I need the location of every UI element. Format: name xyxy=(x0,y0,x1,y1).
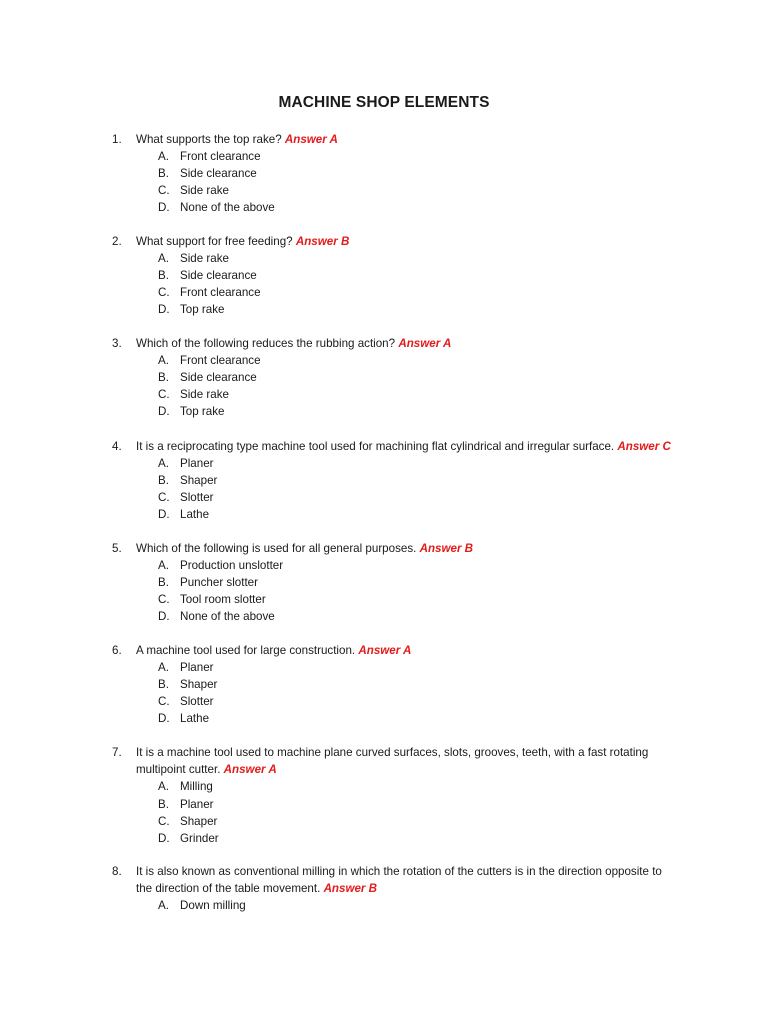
question-text: Which of the following reduces the rubbing action? xyxy=(136,337,396,350)
option-c xyxy=(158,489,672,506)
question-4 xyxy=(112,438,672,524)
option-text: Front clearance xyxy=(180,354,261,368)
option-a xyxy=(158,148,672,165)
question-text: It is a reciprocating type machine tool used for machining flat cylindrical and irregular surface. xyxy=(136,440,615,453)
option-text: Shaper xyxy=(180,678,218,692)
option-c xyxy=(158,591,672,608)
option-c xyxy=(158,813,672,830)
option-d xyxy=(158,199,672,216)
option-text: Planer xyxy=(180,797,214,811)
option-b xyxy=(158,574,672,591)
option-text: Top rake xyxy=(180,303,225,317)
option-c xyxy=(158,693,672,710)
option-b xyxy=(158,165,672,182)
option-a xyxy=(158,352,672,369)
option-letter: D. xyxy=(158,405,170,419)
question-number: 1. xyxy=(112,133,122,146)
answer-key: Answer C xyxy=(617,440,671,453)
question-text: A machine tool used for large construction. xyxy=(136,644,356,657)
question-5 xyxy=(112,540,672,626)
option-text: Production unslotter xyxy=(180,559,284,573)
option-letter: B. xyxy=(158,269,169,283)
question-text: Which of the following is used for all general purposes. xyxy=(136,542,417,555)
answer-key: Answer A xyxy=(223,763,277,777)
options-list xyxy=(158,557,672,625)
option-letter: B. xyxy=(158,797,169,811)
question-text-block xyxy=(136,540,672,557)
option-text: Lathe xyxy=(180,712,210,726)
option-text: Shaper xyxy=(180,814,218,828)
option-b xyxy=(158,796,672,813)
option-letter: D. xyxy=(158,610,170,624)
option-c xyxy=(158,386,672,403)
option-text: Planer xyxy=(180,457,214,471)
answer-key: Answer A xyxy=(358,644,412,657)
question-7 xyxy=(112,744,672,847)
options-list xyxy=(158,352,672,420)
option-text: Top rake xyxy=(180,405,225,419)
option-text: None of the above xyxy=(180,201,275,215)
option-letter: D. xyxy=(158,831,170,845)
option-letter: B. xyxy=(158,371,169,385)
option-letter: D. xyxy=(158,303,170,317)
option-text: Side clearance xyxy=(180,371,257,385)
answer-key: Answer B xyxy=(323,882,378,896)
option-b xyxy=(158,267,672,284)
question-8 xyxy=(112,863,672,915)
option-text: Side clearance xyxy=(180,167,257,181)
option-d xyxy=(158,830,672,847)
option-letter: C. xyxy=(158,593,170,607)
option-c xyxy=(158,182,672,199)
options-list xyxy=(158,148,672,216)
question-text: It is also known as conventional milling in which the rotation of the cutters is in the direction opposite to the direction of the table movement. xyxy=(136,865,662,896)
option-text: Slotter xyxy=(180,491,214,505)
option-text: Shaper xyxy=(180,474,218,488)
question-text-block xyxy=(136,131,672,148)
options-list xyxy=(158,455,672,523)
option-b xyxy=(158,676,672,693)
option-a xyxy=(158,778,672,795)
option-text: Side rake xyxy=(180,388,229,402)
options-list xyxy=(158,250,672,318)
question-2 xyxy=(112,233,672,319)
option-letter: A. xyxy=(158,661,169,675)
answer-key: Answer B xyxy=(295,235,350,248)
question-text: It is a machine tool used to machine plane curved surfaces, slots, grooves, teeth, with a fast rotating multipoint cutter. xyxy=(136,746,649,777)
option-letter: A. xyxy=(158,899,169,913)
question-text-block xyxy=(136,642,672,659)
option-letter: B. xyxy=(158,167,169,181)
option-text: Slotter xyxy=(180,695,214,709)
question-number: 3. xyxy=(112,337,122,350)
option-a xyxy=(158,659,672,676)
question-number: 2. xyxy=(112,235,122,248)
option-text: Front clearance xyxy=(180,150,261,164)
option-letter: C. xyxy=(158,491,170,505)
answer-key: Answer B xyxy=(419,542,474,555)
option-d xyxy=(158,608,672,625)
option-letter: D. xyxy=(158,201,170,215)
question-text-block xyxy=(136,438,672,455)
question-text: What support for free feeding? xyxy=(136,235,293,248)
option-text: None of the above xyxy=(180,610,275,624)
question-text-block xyxy=(136,744,672,778)
option-a xyxy=(158,250,672,267)
option-letter: A. xyxy=(158,780,169,794)
option-d xyxy=(158,506,672,523)
options-list xyxy=(158,897,672,914)
option-letter: C. xyxy=(158,695,170,709)
question-number: 8. xyxy=(112,865,122,878)
question-3 xyxy=(112,335,672,421)
option-b xyxy=(158,369,672,386)
option-d xyxy=(158,301,672,318)
option-d xyxy=(158,710,672,727)
option-text: Lathe xyxy=(180,508,210,522)
option-letter: A. xyxy=(158,252,169,266)
answer-key: Answer A xyxy=(284,133,338,146)
option-letter: A. xyxy=(158,559,169,573)
option-text: Milling xyxy=(180,780,213,794)
option-letter: C. xyxy=(158,814,170,828)
option-c xyxy=(158,284,672,301)
option-text: Puncher slotter xyxy=(180,576,258,590)
question-text-block xyxy=(136,863,672,897)
option-text: Front clearance xyxy=(180,286,261,300)
option-letter: D. xyxy=(158,508,170,522)
option-letter: B. xyxy=(158,576,169,590)
option-letter: C. xyxy=(158,388,170,402)
option-text: Side clearance xyxy=(180,269,257,283)
option-d xyxy=(158,403,672,420)
option-letter: C. xyxy=(158,286,170,300)
answer-key: Answer A xyxy=(398,337,452,350)
option-text: Planer xyxy=(180,661,214,675)
question-number: 7. xyxy=(112,746,122,759)
option-b xyxy=(158,472,672,489)
question-number: 5. xyxy=(112,542,122,555)
option-letter: B. xyxy=(158,678,169,692)
question-6 xyxy=(112,642,672,728)
page-title: MACHINE SHOP ELEMENTS xyxy=(278,94,490,111)
option-text: Tool room slotter xyxy=(180,593,266,607)
options-list xyxy=(158,778,672,846)
option-text: Down milling xyxy=(180,899,246,913)
option-letter: A. xyxy=(158,150,169,164)
option-letter: A. xyxy=(158,457,169,471)
option-a xyxy=(158,455,672,472)
question-text-block xyxy=(136,233,672,250)
question-number: 6. xyxy=(112,644,122,657)
question-number: 4. xyxy=(112,440,122,453)
option-letter: B. xyxy=(158,474,169,488)
option-a xyxy=(158,557,672,574)
question-1 xyxy=(112,131,672,217)
option-letter: C. xyxy=(158,184,170,198)
option-text: Grinder xyxy=(180,831,219,845)
option-letter: A. xyxy=(158,354,169,368)
options-list xyxy=(158,659,672,727)
option-letter: D. xyxy=(158,712,170,726)
option-text: Side rake xyxy=(180,184,229,198)
option-a xyxy=(158,897,672,914)
question-text: What supports the top rake? xyxy=(136,133,282,146)
question-text-block xyxy=(136,335,672,352)
option-text: Side rake xyxy=(180,252,229,266)
